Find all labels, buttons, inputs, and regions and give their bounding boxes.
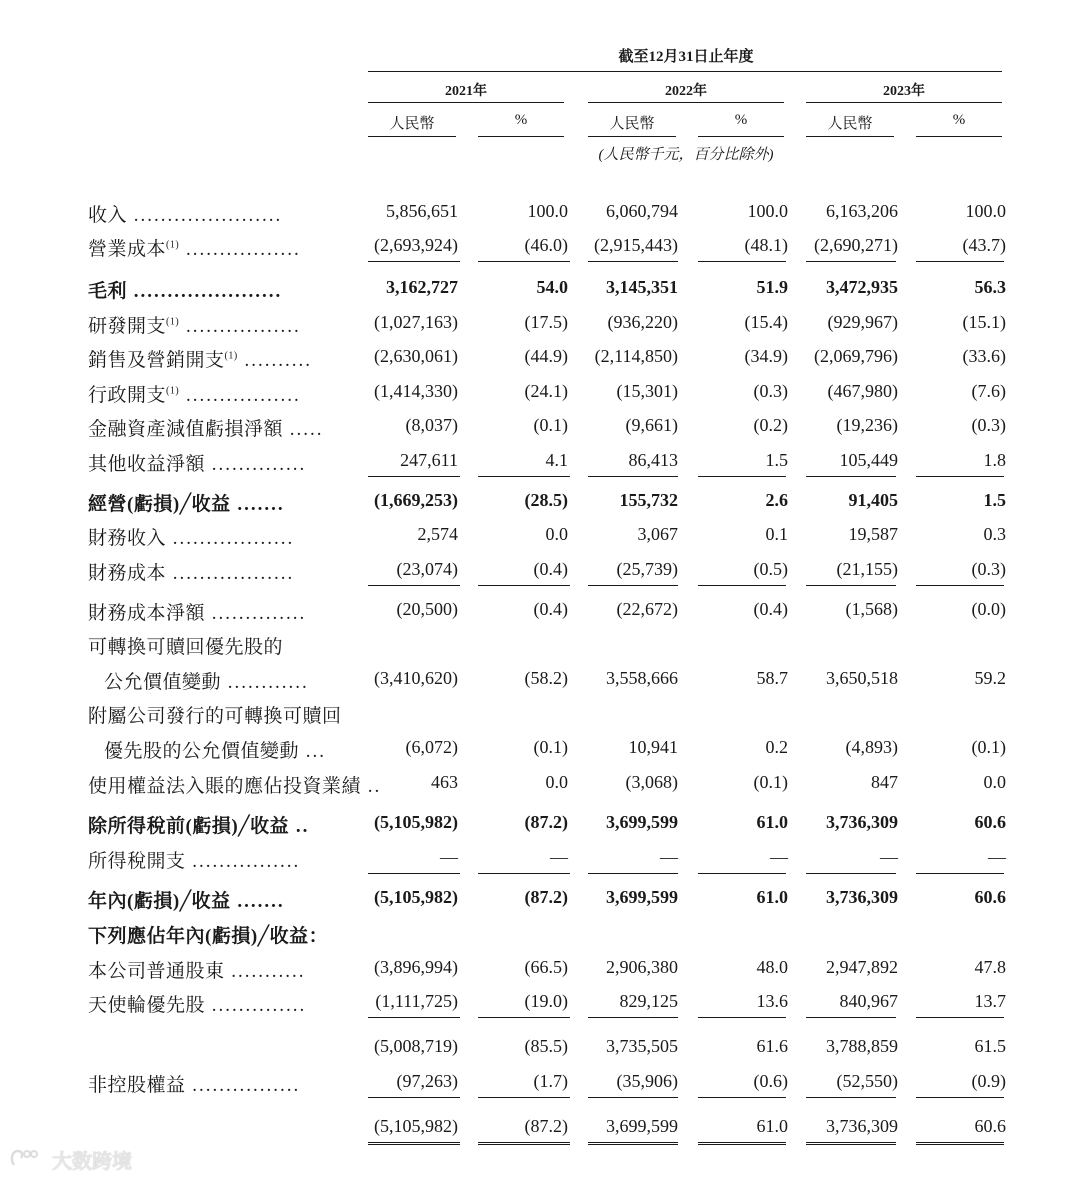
cell-value: (936,220)	[607, 312, 678, 332]
period-heading: 截至12月31日止年度	[618, 49, 754, 65]
cell-value: (0.0)	[971, 599, 1006, 619]
row-label	[88, 558, 294, 585]
cell-value: 1.5	[983, 490, 1006, 510]
cell-value: (2,693,924)	[374, 235, 458, 255]
cell-value: (2,630,061)	[374, 346, 458, 366]
row-label	[88, 449, 306, 476]
subtotal-underline	[806, 476, 896, 477]
subtotal-underline	[698, 585, 786, 586]
cell-value: 100.0	[965, 201, 1006, 221]
cell-value: (929,967)	[827, 312, 898, 332]
leader-dots: .................	[179, 316, 301, 337]
cell-value: (52,550)	[836, 1071, 898, 1091]
cell-value: (0.1)	[533, 415, 568, 435]
cell-value: (5,105,982)	[374, 812, 458, 832]
subtotal-underline	[916, 585, 1004, 586]
subtotal-underline	[478, 873, 570, 874]
row-label-text: 下列應佔年內(虧損)╱收益：	[88, 926, 329, 947]
leader-dots: ..	[289, 816, 310, 837]
cell-value: 0.3	[983, 524, 1006, 544]
cell-value: (15.1)	[962, 312, 1006, 332]
cell-value: 54.0	[536, 277, 568, 297]
cell-value: (0.6)	[753, 1071, 788, 1091]
cell-value: 61.6	[756, 1036, 788, 1056]
leader-dots: ...........	[224, 961, 306, 982]
sub-rule	[368, 136, 456, 137]
cell-value: (0.2)	[753, 415, 788, 435]
cell-value: (2,114,850)	[594, 346, 678, 366]
leader-dots: .......	[230, 891, 285, 912]
sub-rule	[588, 136, 676, 137]
footnote-marker: (1)	[166, 316, 180, 328]
cell-value: —	[550, 847, 568, 867]
cell-value: (0.5)	[753, 559, 788, 579]
cell-value: 3,650,518	[826, 668, 898, 688]
leader-dots: ...	[299, 741, 327, 762]
row-label-text: 銷售及營銷開支	[88, 350, 225, 371]
cell-value: 0.2	[765, 737, 788, 757]
leader-dots: .......	[230, 494, 285, 515]
cell-value: (33.6)	[962, 346, 1006, 366]
cell-value: (8,037)	[405, 415, 458, 435]
row-label-text: 毛利	[88, 281, 128, 302]
footnote-marker: (1)	[166, 239, 180, 251]
cell-value: (6,072)	[405, 737, 458, 757]
cell-value: —	[440, 847, 458, 867]
subtotal-underline	[478, 476, 570, 477]
cell-value: (1.7)	[533, 1071, 568, 1091]
row-label-text: 公允價值變動	[104, 672, 222, 693]
row-label-text: 非控股權益	[88, 1075, 186, 1096]
cell-value: (34.9)	[744, 346, 788, 366]
cell-value: (21,155)	[836, 559, 898, 579]
cell-value: 61.0	[756, 1116, 788, 1136]
row-label	[88, 990, 306, 1017]
subtotal-underline	[368, 476, 460, 477]
row-label	[88, 200, 282, 227]
cell-value: —	[880, 847, 898, 867]
cell-value: (28.5)	[524, 490, 568, 510]
cell-value: 86,413	[628, 450, 678, 470]
cell-value: (15.4)	[744, 312, 788, 332]
cell-value: (43.7)	[962, 235, 1006, 255]
row-label-text: 財務成本淨額	[88, 603, 206, 624]
watermark-logo-icon	[8, 1145, 54, 1171]
year-2023: 2023年	[883, 84, 925, 99]
cell-value: 0.0	[545, 772, 568, 792]
row-label-text: 本公司普通股東	[88, 961, 225, 982]
subtotal-underline	[806, 261, 896, 262]
cell-value: (1,027,163)	[374, 312, 458, 332]
subtotal-underline	[588, 476, 678, 477]
cell-value: (48.1)	[744, 235, 788, 255]
cell-value: 3,162,727	[386, 277, 458, 297]
cell-value: (17.5)	[524, 312, 568, 332]
cell-value: (5,105,982)	[374, 1116, 458, 1136]
cell-value: (0.4)	[753, 599, 788, 619]
cell-value: 105,449	[839, 450, 898, 470]
cell-value: (25,739)	[616, 559, 678, 579]
leader-dots: ..............	[205, 454, 307, 475]
row-label-text: 財務成本	[88, 563, 167, 584]
subtotal-underline	[588, 873, 678, 874]
subtotal-underline	[368, 1097, 460, 1098]
cell-value: (3,410,620)	[374, 668, 458, 688]
cell-value: 100.0	[747, 201, 788, 221]
row-label	[88, 489, 285, 516]
cell-value: 6,163,206	[826, 201, 898, 221]
cell-value: 0.0	[983, 772, 1006, 792]
header-rule	[368, 71, 1002, 72]
cell-value: 61.5	[974, 1036, 1006, 1056]
cell-value: (4,893)	[845, 737, 898, 757]
subtotal-underline	[698, 873, 786, 874]
double-underline	[916, 1142, 1004, 1145]
footnote-marker: (1)	[224, 350, 238, 362]
leader-dots: ..............	[205, 603, 307, 624]
cell-value: 829,125	[619, 991, 678, 1011]
row-label	[88, 598, 306, 625]
cell-value: 6,060,794	[606, 201, 678, 221]
cell-value: 19,587	[848, 524, 898, 544]
cell-value: 47.8	[974, 957, 1006, 977]
cell-value: (0.1)	[533, 737, 568, 757]
cell-value: 3,472,935	[826, 277, 898, 297]
cell-value: (0.3)	[971, 415, 1006, 435]
sub-rule	[806, 136, 894, 137]
subtotal-underline	[698, 261, 786, 262]
leader-dots: .................	[179, 385, 301, 406]
subtotal-underline	[916, 1017, 1004, 1018]
cell-value: 2,574	[417, 524, 458, 544]
row-label-text: 附屬公司發行的可轉換可贖回	[88, 706, 342, 727]
cell-value: (0.4)	[533, 559, 568, 579]
cell-value: —	[770, 847, 788, 867]
leader-dots: ..........	[237, 350, 312, 371]
col-rmb-2023: 人民幣	[827, 116, 873, 132]
cell-value: 3,699,599	[606, 1116, 678, 1136]
cell-value: 48.0	[756, 957, 788, 977]
subtotal-underline	[368, 585, 460, 586]
cell-value: 13.7	[974, 991, 1006, 1011]
cell-value: (2,915,443)	[594, 235, 678, 255]
cell-value: (1,414,330)	[374, 381, 458, 401]
cell-value: 10,941	[628, 737, 678, 757]
cell-value: (1,111,725)	[375, 991, 458, 1011]
cell-value: (20,500)	[396, 599, 458, 619]
cell-value: (46.0)	[524, 235, 568, 255]
cell-value: (3,896,994)	[374, 957, 458, 977]
row-label-text: 營業成本	[88, 239, 167, 260]
cell-value: (1,568)	[845, 599, 898, 619]
cell-value: —	[988, 847, 1006, 867]
subtotal-underline	[588, 585, 678, 586]
leader-dots: ................	[185, 851, 301, 872]
subtotal-underline	[368, 1017, 460, 1018]
cell-value: 155,732	[619, 490, 678, 510]
cell-value: 60.6	[974, 812, 1006, 832]
row-label-text: 財務收入	[88, 528, 167, 549]
sub-rule	[916, 136, 1002, 137]
row-label	[88, 311, 301, 338]
cell-value: 56.3	[974, 277, 1006, 297]
unit-note: (人民幣千元，百分比除外)	[598, 147, 774, 163]
cell-value: (85.5)	[524, 1036, 568, 1056]
subtotal-underline	[368, 873, 460, 874]
row-label-text: 天使輪優先股	[88, 995, 206, 1016]
leader-dots: ..	[361, 776, 382, 797]
subtotal-underline	[916, 476, 1004, 477]
row-label	[104, 667, 309, 694]
row-label	[88, 1070, 300, 1097]
cell-value: (66.5)	[524, 957, 568, 977]
cell-value: 2.6	[765, 490, 788, 510]
row-label-text: 行政開支	[88, 385, 167, 406]
cell-value: (0.3)	[753, 381, 788, 401]
cell-value: (0.9)	[971, 1071, 1006, 1091]
year-rule-2022	[588, 102, 784, 103]
cell-value: 91,405	[848, 490, 898, 510]
cell-value: (2,069,796)	[814, 346, 898, 366]
cell-value: (44.9)	[524, 346, 568, 366]
cell-value: 3,736,309	[826, 887, 898, 907]
year-2021: 2021年	[445, 84, 487, 99]
cell-value: 3,735,505	[606, 1036, 678, 1056]
cell-value: 4.1	[545, 450, 568, 470]
row-label	[88, 523, 294, 550]
subtotal-underline	[588, 1017, 678, 1018]
leader-dots: .....	[283, 419, 324, 440]
year-rule-2021	[368, 102, 564, 103]
subtotal-underline	[478, 1097, 570, 1098]
row-label	[88, 886, 285, 913]
cell-value: (97,263)	[396, 1071, 458, 1091]
leader-dots: ............	[221, 672, 309, 693]
cell-value: 847	[871, 772, 898, 792]
year-rule-2023	[806, 102, 1002, 103]
row-label	[88, 956, 306, 983]
row-label	[88, 921, 328, 948]
subtotal-underline	[916, 261, 1004, 262]
row-label	[88, 701, 342, 728]
row-label-text: 優先股的公允價值變動	[104, 741, 300, 762]
row-label	[88, 234, 301, 261]
row-label-text: 其他收益淨額	[88, 454, 206, 475]
cell-value: (15,301)	[616, 381, 678, 401]
cell-value: (22,672)	[616, 599, 678, 619]
subtotal-underline	[588, 261, 678, 262]
double-underline	[478, 1142, 570, 1145]
cell-value: (0.1)	[971, 737, 1006, 757]
cell-value: 463	[431, 772, 458, 792]
cell-value: 1.5	[765, 450, 788, 470]
cell-value: (35,906)	[616, 1071, 678, 1091]
double-underline	[806, 1142, 896, 1145]
cell-value: (23,074)	[396, 559, 458, 579]
cell-value: (3,068)	[625, 772, 678, 792]
cell-value: 2,947,892	[826, 957, 898, 977]
cell-value: (1,669,253)	[374, 490, 458, 510]
cell-value: 3,145,351	[606, 277, 678, 297]
leader-dots: ......................	[127, 281, 283, 302]
cell-value: 60.6	[974, 887, 1006, 907]
col-pct-2023: %	[952, 112, 966, 128]
double-underline	[588, 1142, 678, 1145]
cell-value: (2,690,271)	[814, 235, 898, 255]
subtotal-underline	[806, 1097, 896, 1098]
cell-value: 0.0	[545, 524, 568, 544]
cell-value: 2,906,380	[606, 957, 678, 977]
subtotal-underline	[698, 1097, 786, 1098]
cell-value: (0.4)	[533, 599, 568, 619]
cell-value: 0.1	[765, 524, 788, 544]
cell-value: 840,967	[839, 991, 898, 1011]
row-label-text: 經營(虧損)╱收益	[88, 494, 231, 515]
cell-value: 3,736,309	[826, 812, 898, 832]
col-pct-2022: %	[734, 112, 748, 128]
cell-value: 247,611	[400, 450, 458, 470]
leader-dots: ..................	[166, 563, 295, 584]
row-label	[88, 632, 283, 659]
row-label	[88, 414, 324, 441]
row-label	[88, 846, 300, 873]
cell-value: (9,661)	[625, 415, 678, 435]
cell-value: 5,856,651	[386, 201, 458, 221]
row-label-text: 研發開支	[88, 316, 167, 337]
subtotal-underline	[806, 873, 896, 874]
leader-dots: ..............	[205, 995, 307, 1016]
row-label-text: 年內(虧損)╱收益	[88, 891, 231, 912]
double-underline	[368, 1142, 460, 1145]
row-label-text: 收入	[88, 205, 128, 226]
row-label	[88, 345, 312, 372]
double-underline	[698, 1142, 786, 1145]
row-label-text: 金融資產減值虧損淨額	[88, 419, 284, 440]
sub-rule	[698, 136, 784, 137]
cell-value: (58.2)	[524, 668, 568, 688]
cell-value: (0.3)	[971, 559, 1006, 579]
cell-value: 58.7	[756, 668, 788, 688]
cell-value: 3,558,666	[606, 668, 678, 688]
cell-value: 3,788,859	[826, 1036, 898, 1056]
subtotal-underline	[698, 476, 786, 477]
cell-value: 13.6	[756, 991, 788, 1011]
cell-value: (19.0)	[524, 991, 568, 1011]
cell-value: 3,736,309	[826, 1116, 898, 1136]
row-label	[88, 811, 309, 838]
cell-value: 100.0	[527, 201, 568, 221]
cell-value: 3,699,599	[606, 887, 678, 907]
year-2022: 2022年	[665, 84, 707, 99]
leader-dots: ......................	[127, 205, 283, 226]
leader-dots: ................	[185, 1075, 301, 1096]
cell-value: 59.2	[974, 668, 1006, 688]
subtotal-underline	[478, 261, 570, 262]
subtotal-underline	[806, 585, 896, 586]
col-rmb-2021: 人民幣	[389, 116, 435, 132]
cell-value: 51.9	[756, 277, 788, 297]
subtotal-underline	[916, 873, 1004, 874]
cell-value: (87.2)	[524, 887, 568, 907]
cell-value: (0.1)	[753, 772, 788, 792]
col-rmb-2022: 人民幣	[609, 116, 655, 132]
subtotal-underline	[478, 1017, 570, 1018]
subtotal-underline	[588, 1097, 678, 1098]
subtotal-underline	[916, 1097, 1004, 1098]
col-pct-2021: %	[514, 112, 528, 128]
row-label-text: 可轉換可贖回優先股的	[88, 637, 284, 658]
row-label-text: 除所得稅前(虧損)╱收益	[88, 816, 290, 837]
cell-value: (24.1)	[524, 381, 568, 401]
cell-value: 61.0	[756, 812, 788, 832]
watermark-text: 大数跨境	[52, 1149, 132, 1173]
row-label-text: 使用權益法入賬的應佔投資業績	[88, 776, 362, 797]
cell-value: (5,105,982)	[374, 887, 458, 907]
leader-dots: ..................	[166, 528, 295, 549]
row-label	[88, 276, 282, 303]
row-label-text: 所得稅開支	[88, 851, 186, 872]
subtotal-underline	[478, 585, 570, 586]
cell-value: 3,067	[637, 524, 678, 544]
sub-rule	[478, 136, 564, 137]
cell-value: (87.2)	[524, 1116, 568, 1136]
row-label	[88, 380, 301, 407]
cell-value: 61.0	[756, 887, 788, 907]
cell-value: 60.6	[974, 1116, 1006, 1136]
cell-value: (467,980)	[827, 381, 898, 401]
leader-dots: .................	[179, 239, 301, 260]
cell-value: (19,236)	[836, 415, 898, 435]
subtotal-underline	[806, 1017, 896, 1018]
row-label	[104, 736, 326, 763]
cell-value: 1.8	[983, 450, 1006, 470]
footnote-marker: (1)	[166, 385, 180, 397]
subtotal-underline	[698, 1017, 786, 1018]
cell-value: (5,008,719)	[374, 1036, 458, 1056]
cell-value: 3,699,599	[606, 812, 678, 832]
subtotal-underline	[368, 261, 460, 262]
cell-value: (87.2)	[524, 812, 568, 832]
cell-value: —	[660, 847, 678, 867]
cell-value: (7.6)	[971, 381, 1006, 401]
